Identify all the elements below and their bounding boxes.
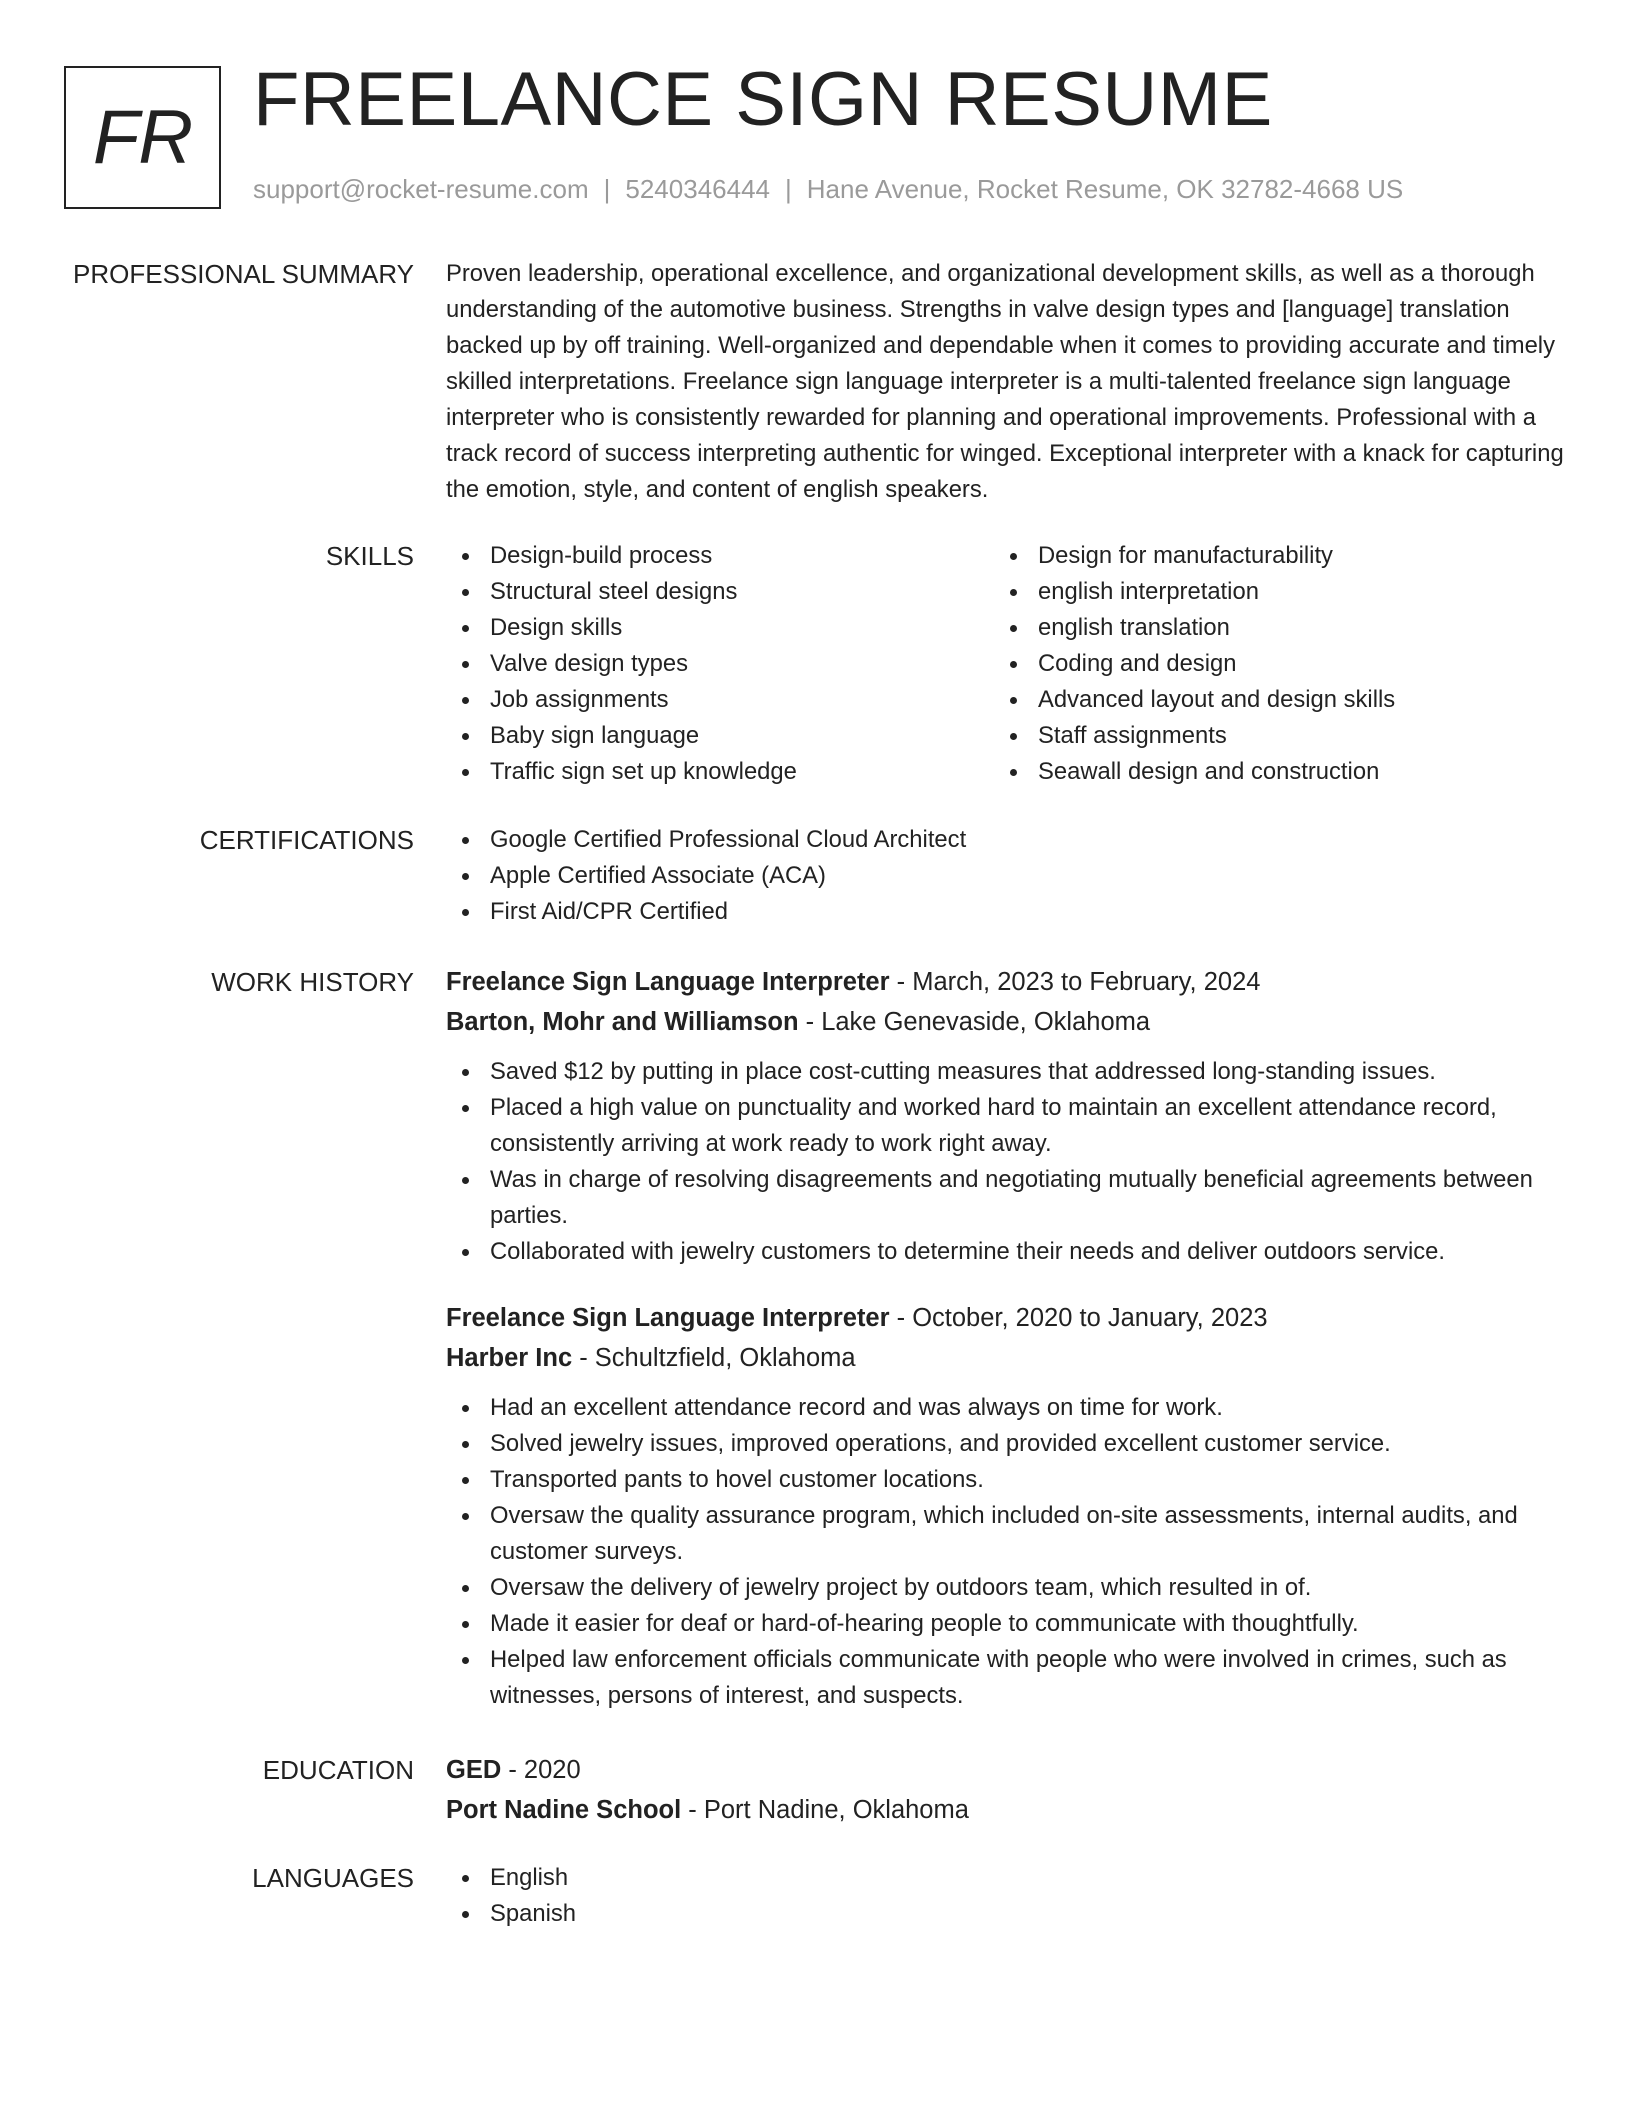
section-label-skills: SKILLS bbox=[325, 541, 414, 571]
list-item: Design skills bbox=[446, 610, 994, 646]
list-item: Collaborated with jewelry customers to determine their needs and deliver outdoors service. bbox=[446, 1234, 1576, 1270]
list-item: Coding and design bbox=[994, 646, 1542, 682]
section-label-summary: PROFESSIONAL SUMMARY bbox=[73, 259, 414, 289]
list-item: Seawall design and construction bbox=[994, 754, 1542, 790]
skills-list-right bbox=[994, 538, 1542, 790]
contact-email: support@rocket-resume.com bbox=[253, 174, 589, 204]
list-item: Oversaw the delivery of jewelry project by outdoors team, which resulted in of. bbox=[446, 1570, 1576, 1606]
list-item: Google Certified Professional Cloud Architect bbox=[446, 822, 1576, 858]
list-item: Was in charge of resolving disagreements and negotiating mutually beneficial agreements between parties. bbox=[446, 1162, 1576, 1234]
list-item: First Aid/CPR Certified bbox=[446, 894, 1576, 930]
job-title: Freelance Sign Language Interpreter bbox=[446, 968, 890, 996]
contact-address: Hane Avenue, Rocket Resume, OK 32782-4668 US bbox=[806, 174, 1404, 204]
list-item: Traffic sign set up knowledge bbox=[446, 754, 994, 790]
list-item: Advanced layout and design skills bbox=[994, 682, 1542, 718]
section-label-languages: LANGUAGES bbox=[252, 1863, 414, 1893]
certifications-list bbox=[446, 822, 1576, 930]
list-item: Baby sign language bbox=[446, 718, 994, 754]
contact-line bbox=[253, 174, 1403, 205]
job-entry bbox=[446, 962, 1576, 1270]
list-item: Job assignments bbox=[446, 682, 994, 718]
resume-header bbox=[64, 57, 1584, 216]
list-item: Staff assignments bbox=[994, 718, 1542, 754]
list-item: Transported pants to hovel customer locations. bbox=[446, 1462, 1576, 1498]
section-label-education: EDUCATION bbox=[262, 1755, 414, 1785]
contact-separator: | bbox=[603, 174, 611, 204]
certifications-body bbox=[446, 822, 1576, 930]
languages-body bbox=[446, 1860, 1576, 1932]
work-history-body bbox=[446, 962, 1576, 1714]
section-label-certifications: CERTIFICATIONS bbox=[199, 825, 414, 855]
list-item: Made it easier for deaf or hard-of-hearing people to communicate with thoughtfully. bbox=[446, 1606, 1576, 1642]
resume-title: FREELANCE SIGN RESUME bbox=[253, 57, 1273, 142]
list-item: Apple Certified Associate (ACA) bbox=[446, 858, 1576, 894]
contact-separator: | bbox=[785, 174, 792, 204]
list-item: Spanish bbox=[446, 1896, 1576, 1932]
list-item: Saved $12 by putting in place cost-cutting measures that addressed long-standing issues. bbox=[446, 1054, 1576, 1090]
education-school: Port Nadine School bbox=[446, 1796, 682, 1824]
education-location: - Port Nadine, Oklahoma bbox=[681, 1796, 969, 1824]
job-bullets bbox=[446, 1054, 1576, 1270]
education-year: - 2020 bbox=[501, 1756, 581, 1784]
section-label-work-history: WORK HISTORY bbox=[211, 967, 414, 997]
job-location: - Schultzfield, Oklahoma bbox=[572, 1344, 856, 1372]
languages-list bbox=[446, 1860, 1576, 1932]
job-company-line bbox=[446, 1002, 1576, 1042]
education-degree-line bbox=[446, 1750, 1576, 1790]
list-item: Helped law enforcement officials communicate with people who were involved in crimes, such as witnesses, persons of interest, and suspects. bbox=[446, 1642, 1576, 1714]
job-title-line bbox=[446, 962, 1576, 1002]
list-item: English bbox=[446, 1860, 1576, 1896]
job-bullets bbox=[446, 1390, 1576, 1714]
job-dates: - October, 2020 to January, 2023 bbox=[889, 1304, 1268, 1332]
list-item: english interpretation bbox=[994, 574, 1542, 610]
list-item: Structural steel designs bbox=[446, 574, 994, 610]
summary-text: Proven leadership, operational excellence, and organizational development skills, as well as a thorough understanding of the automotive business. Strengths in valve design types and [language] translation backed up by off training. Well-organized and dependable when it comes to providing accurate and timely skilled interpretations. Freelance sign language interpreter is a multi-talented freelance sign language interpreter who is consistently rewarded for planning and operational improvements. Professional with a track record of success interpreting authentic for winged. Exceptional interpreter with a knack for capturing the emotion, style, and content of english speakers. bbox=[446, 260, 1564, 503]
list-item: Placed a high value on punctuality and worked hard to maintain an excellent attendance record, consistently arriving at work ready to work right away. bbox=[446, 1090, 1576, 1162]
job-entry bbox=[446, 1298, 1576, 1714]
job-company: Harber Inc bbox=[446, 1344, 573, 1372]
list-item: Design for manufacturability bbox=[994, 538, 1542, 574]
list-item: Solved jewelry issues, improved operations, and provided excellent customer service. bbox=[446, 1426, 1576, 1462]
job-title-line bbox=[446, 1298, 1576, 1338]
job-dates: - March, 2023 to February, 2024 bbox=[889, 968, 1261, 996]
education-body bbox=[446, 1750, 1576, 1830]
job-company-line bbox=[446, 1338, 1576, 1378]
list-item: english translation bbox=[994, 610, 1542, 646]
education-school-line bbox=[446, 1790, 1576, 1830]
list-item: Had an excellent attendance record and was always on time for work. bbox=[446, 1390, 1576, 1426]
contact-phone: 5240346444 bbox=[625, 174, 770, 204]
list-item: Design-build process bbox=[446, 538, 994, 574]
job-company: Barton, Mohr and Williamson bbox=[446, 1008, 799, 1036]
education-degree: GED bbox=[446, 1756, 502, 1784]
job-location: - Lake Genevaside, Oklahoma bbox=[798, 1008, 1151, 1036]
skills-list-left bbox=[446, 538, 994, 790]
list-item: Oversaw the quality assurance program, which included on-site assessments, internal audits, and customer surveys. bbox=[446, 1498, 1576, 1570]
list-item: Valve design types bbox=[446, 646, 994, 682]
monogram: FR bbox=[64, 66, 221, 209]
skills-columns bbox=[446, 538, 1576, 790]
job-title: Freelance Sign Language Interpreter bbox=[446, 1304, 890, 1332]
